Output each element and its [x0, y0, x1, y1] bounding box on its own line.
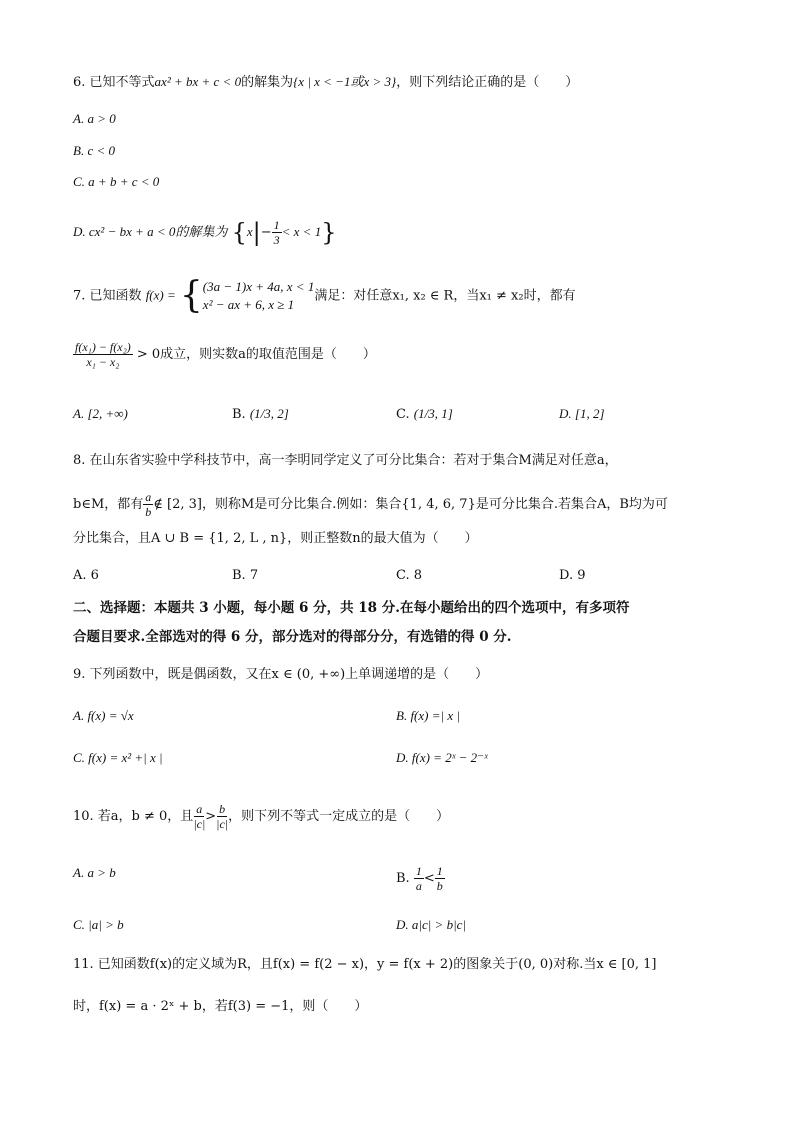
- q11-stem-line1: 11. 已知函数f(x)的定义域为R，且f(x) = f(2 − x)，y = f(x + 2)的图象关于(0, 0)对称.当x ∈ [0, 1]: [73, 957, 657, 972]
- q8-stem-line2: b∈M，都有 $\frac{a}{b}$ ∉ [2, 3]，则称M是可分比集合.例如：集合{1, 4, 6, 7}是可分比集合.若集合A，B均为可: [73, 490, 668, 519]
- q6-stem-end: ，则下列结论正确的是（ ）: [396, 75, 579, 90]
- q7-case-2: x² − ax + 6, x ≥ 1: [202, 297, 295, 312]
- q6-d-set-var: x: [246, 224, 253, 239]
- q6-option-b[interactable]: B. c < 0: [73, 143, 115, 158]
- q9-option-b[interactable]: B. f(x) =| x |: [396, 708, 460, 723]
- q7-piecewise: { (3a − 1)x + 4a, x < 1 x² − ax + 6, x ≥ 1: [179, 275, 315, 316]
- q7-stem-question: > 0成立，则实数a的取值范围是（ ）: [136, 347, 376, 362]
- q8-stem-line3: 分比集合，且A ∪ B = {1, 2, L , n}，则正整数n的最大值为（ ）: [73, 531, 478, 546]
- q7-option-b-interval: (1/3, 2]: [249, 406, 289, 421]
- section-2-instructions: 合题目要求.全部选对的得 6 分，部分选对的得部分分，有选错的得 0 分.: [73, 629, 512, 645]
- q6-option-d-text: D. cx² − bx + a < 0的解集为: [73, 224, 228, 239]
- q10-fraction-b: $\frac{b}{|c|}$: [216, 802, 229, 831]
- q10-option-a[interactable]: A. a > b: [73, 865, 116, 880]
- q8-option-d[interactable]: D. 9: [559, 568, 586, 583]
- q10-option-d[interactable]: D. a|c| > b|c|: [396, 917, 466, 932]
- q6-stem: [73, 73, 578, 92]
- q8-option-b[interactable]: B. 7: [232, 568, 259, 583]
- q10-stem: 10. 若a，b ≠ 0，且 $\frac{a}{|c|}$ > $\frac{b}{|c|}$ ，则下列不等式一定成立的是（ ）: [73, 802, 450, 831]
- q10-option-b[interactable]: B. $\frac{1}{a}$ < $\frac{1}{b}$: [396, 864, 443, 893]
- q6-stem-mid: 的解集为: [241, 75, 294, 90]
- q9-option-c[interactable]: C. f(x) = x² +| x |: [73, 750, 163, 765]
- q6-option-c[interactable]: C. a + b + c < 0: [73, 174, 160, 189]
- q8-option-c[interactable]: C. 8: [396, 568, 423, 583]
- q7-option-c-interval: (1/3, 1]: [413, 406, 453, 421]
- q7-option-d[interactable]: D. [1, 2]: [559, 406, 605, 421]
- q9-option-a[interactable]: A. f(x) = √x: [73, 708, 134, 723]
- q7-stem-text: 7. 已知函数: [73, 288, 142, 304]
- q8-ratio: $\frac{a}{b}$: [145, 490, 152, 519]
- q6-d-set-bound: < x < 1: [281, 224, 322, 239]
- q6-solution-set: {x | x < −1或x > 3}: [293, 74, 397, 89]
- q7-stem-condition: 满足：对任意x₁, x₂ ∈ R，当x₁ ≠ x₂时，都有: [314, 288, 576, 304]
- q7-case-1: (3a − 1)x + 4a, x < 1: [202, 279, 315, 294]
- q7-stem-line2: [73, 340, 376, 369]
- q6-inequality: ax² + bx + c < 0: [154, 74, 242, 89]
- q7-function-name: f(x) =: [145, 287, 176, 303]
- q11-stem-line2: 时，f(x) = a · 2ˣ + b，若f(3) = −1，则（ ）: [73, 999, 368, 1014]
- q8-stem-line1: 8. 在山东省实验中学科技节中，高一李明同学定义了可分比集合：若对于集合M满足对任意a，: [73, 453, 618, 468]
- q7-difference-quotient: $\frac{\text{f(x₁) − f(x₂)}}{\text{x₁ − x₂}}$: [75, 340, 131, 369]
- q6-stem-text: 6. 已知不等式: [73, 75, 155, 90]
- q6-d-fraction: $\frac{1}{3}$: [273, 218, 280, 247]
- q10-option-c[interactable]: C. |a| > b: [73, 917, 124, 932]
- q10-fraction-a: $\frac{a}{|c|}$: [193, 802, 206, 831]
- q6-option-d[interactable]: D. cx² − bx + a < 0的解集为 {x|− $\frac{1}{3}$ < x < 1}: [73, 218, 337, 247]
- section-2-heading: 二、选择题：本题共 3 小题，每小题 6 分，共 18 分.在每小题给出的四个选项中，有多项符: [73, 600, 630, 616]
- q7-option-b[interactable]: B. (1/3, 2]: [232, 406, 289, 422]
- q7-stem: [73, 275, 576, 316]
- q9-stem: 9. 下列函数中，既是偶函数，又在x ∈ (0, +∞)上单调递增的是（ ）: [73, 667, 489, 682]
- q6-option-a[interactable]: A. a > 0: [73, 111, 116, 126]
- q9-option-d[interactable]: D. f(x) = 2ˣ − 2⁻ˣ: [396, 750, 488, 765]
- q7-option-c[interactable]: C. (1/3, 1]: [396, 406, 453, 422]
- q7-option-a[interactable]: A. [2, +∞): [73, 406, 128, 421]
- q8-option-a[interactable]: A. 6: [73, 568, 99, 583]
